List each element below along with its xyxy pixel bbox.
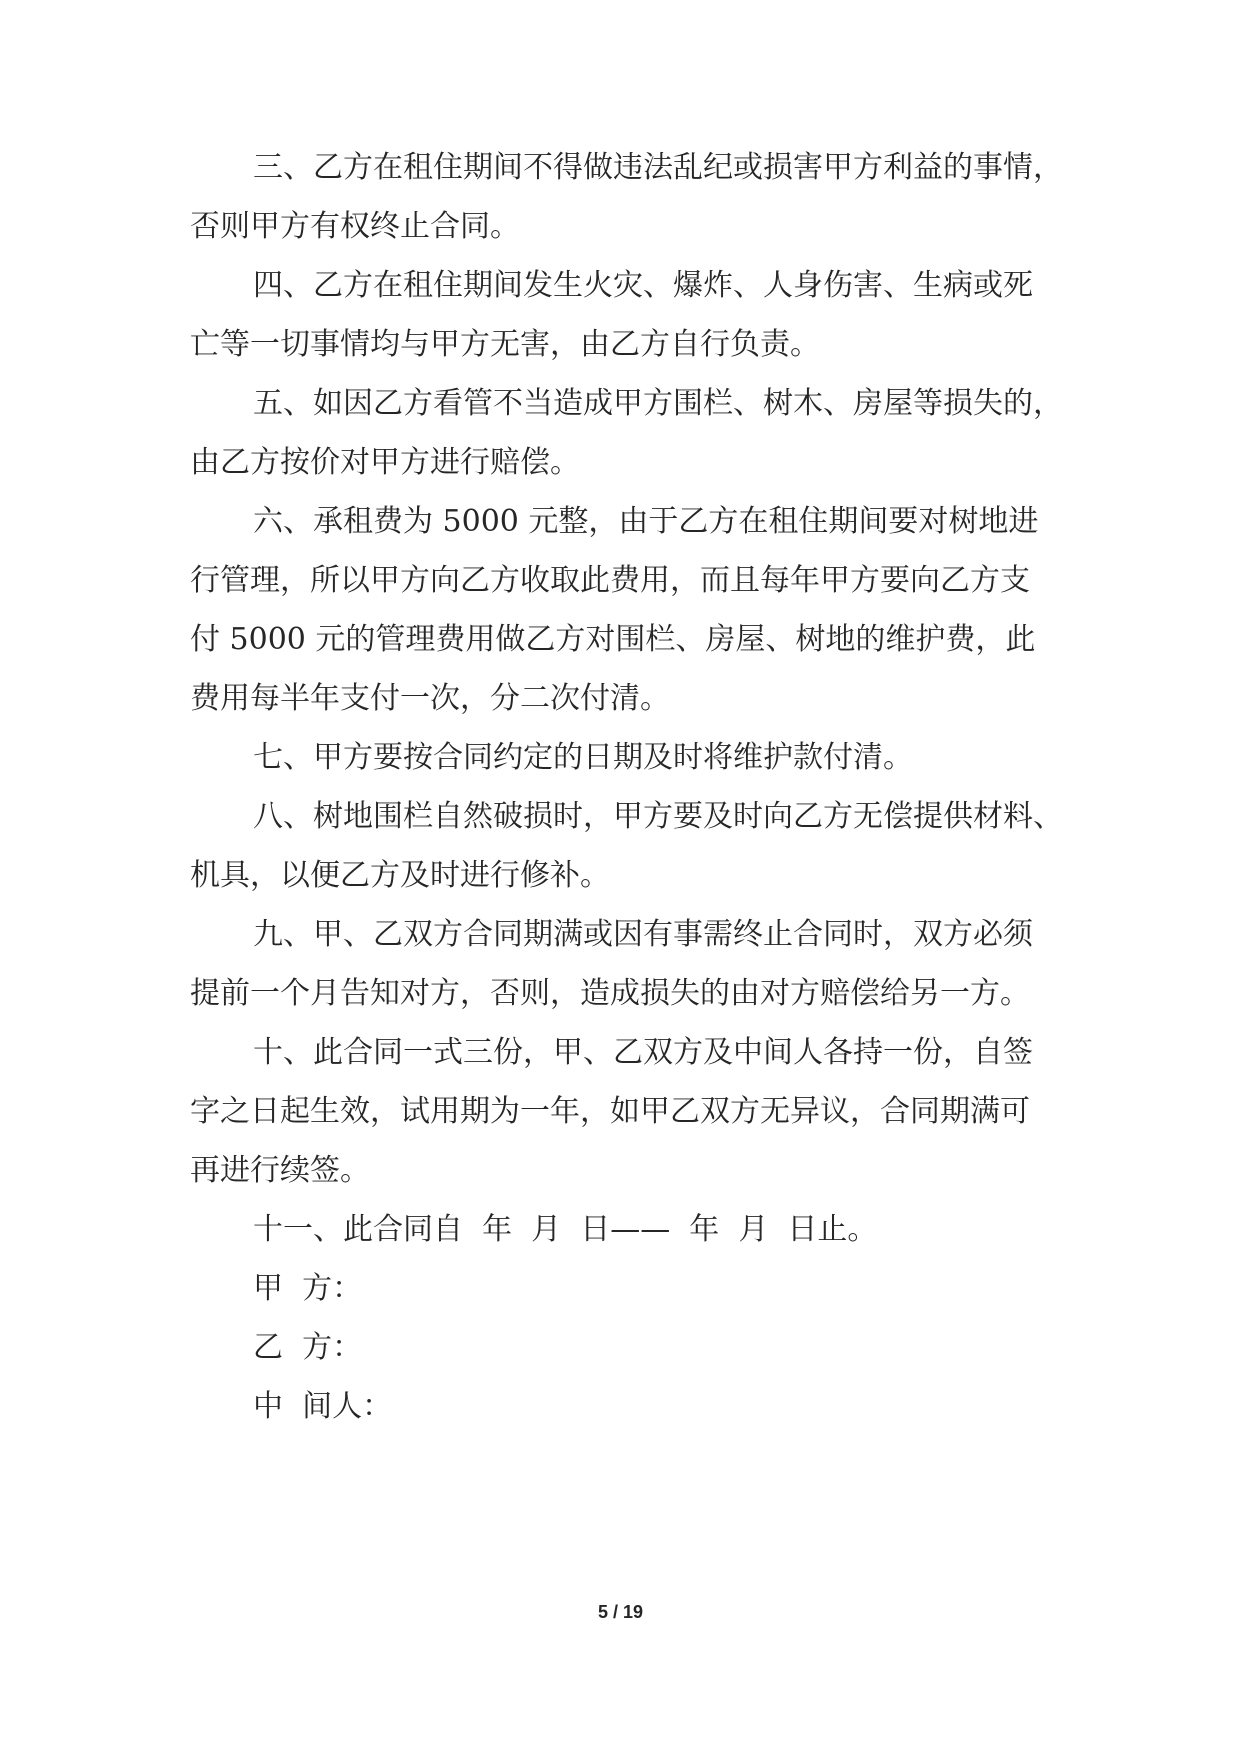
- clause-4-line-1: 四、乙方在租住期间发生火灾、爆炸、人身伤害、生病或死: [253, 268, 1033, 303]
- clause-6-line-2: 行管理，所以甲方向乙方收取此费用，而且每年甲方要向乙方支: [190, 563, 1030, 598]
- page-number: 5 / 19: [597, 1602, 644, 1622]
- intermediary-signature-line: 中 间人：: [253, 1389, 393, 1424]
- clause-5-line-2: 由乙方按价对甲方进行赔偿。: [190, 445, 580, 480]
- clause-4-line-2: 亡等一切事情均与甲方无害，由乙方自行负责。: [190, 327, 820, 362]
- clause-8-line-1: 八、树地围栏自然破损时，甲方要及时向乙方无偿提供材料、: [253, 799, 1063, 834]
- clause-10-line-1: 十、此合同一式三份，甲、乙双方及中间人各持一份，自签: [253, 1035, 1033, 1070]
- party-b-signature-line: 乙 方：: [253, 1330, 363, 1365]
- clause-6-line-3: 付 5000 元的管理费用做乙方对围栏、房屋、树地的维护费，此: [190, 622, 1036, 657]
- clause-6-line-4: 费用每半年支付一次，分二次付清。: [190, 681, 670, 716]
- clause-5-line-1: 五、如因乙方看管不当造成甲方围栏、树木、房屋等损失的，: [253, 386, 1063, 421]
- clause-3-line-1: 三、乙方在租住期间不得做违法乱纪或损害甲方利益的事情，: [253, 150, 1063, 185]
- clause-7-line-1: 七、甲方要按合同约定的日期及时将维护款付清。: [253, 740, 913, 775]
- clause-9-line-1: 九、甲、乙双方合同期满或因有事需终止合同时，双方必须: [253, 917, 1033, 952]
- party-a-signature-line: 甲 方：: [253, 1271, 363, 1306]
- clause-10-line-3: 再进行续签。: [190, 1153, 370, 1188]
- clause-10-line-2: 字之日起生效，试用期为一年，如甲乙双方无异议，合同期满可: [190, 1094, 1030, 1129]
- clause-6-line-1: 六、承租费为 5000 元整，由于乙方在租住期间要对树地进: [253, 504, 1039, 539]
- clause-3-line-2: 否则甲方有权终止合同。: [190, 209, 520, 244]
- clause-8-line-2: 机具，以便乙方及时进行修补。: [190, 858, 610, 893]
- clause-9-line-2: 提前一个月告知对方，否则，造成损失的由对方赔偿给另一方。: [190, 976, 1030, 1011]
- clause-11-line-1: 十一、此合同自 年 月 日—— 年 月 日止。: [253, 1212, 878, 1247]
